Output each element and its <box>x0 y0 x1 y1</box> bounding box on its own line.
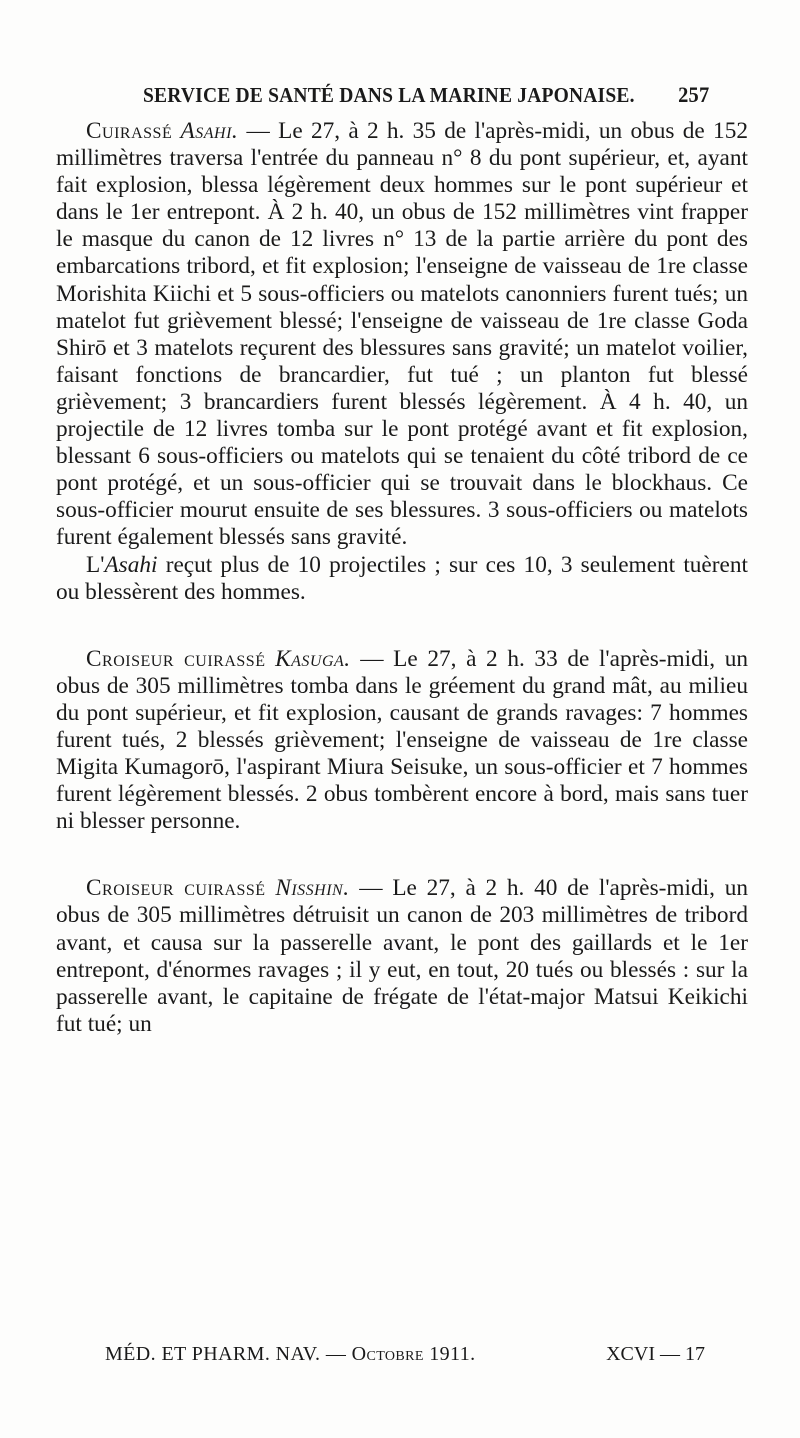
paragraph-asahi <box>56 118 748 552</box>
paragraph-kasuga <box>56 646 748 836</box>
running-head <box>143 82 709 108</box>
paragraph-text: reçut plus de 10 projectiles ; sur ces 10, 3 seulement tuèrent ou blessèrent des hommes. <box>56 551 748 605</box>
ship-name: Nisshin. <box>275 875 350 902</box>
page-footer <box>105 1343 705 1366</box>
ship-type: Cuirassé <box>86 118 173 144</box>
footer-publication: MÉD. ET PHARM. NAV. — Octobre 1911. <box>105 1343 476 1365</box>
running-title: SERVICE DE SANTÉ DANS LA MARINE JAPONAISE. <box>143 83 635 107</box>
footer-signature: XCVI — 17 <box>606 1343 705 1365</box>
paragraph-text: — Le 27, à 2 h. 40 de l'après-midi, un obus de 305 millimètres détruisit un canon de 203 millimètres de tribord avant, et causa sur la passerelle avant, le pont des gaillards et le 1er entrepont, d'énormes ravages ; il y eut, en tout, 20 tués ou blessés : sur la passerelle avant, le capitaine de frégate de l'état-major Matsui Keikichi fut tué; un <box>56 875 748 1037</box>
ship-name: Asahi <box>104 551 158 578</box>
ship-type: Croiseur cuirassé <box>86 645 266 672</box>
body-text <box>56 118 748 1038</box>
paragraph-text: — Le 27, à 2 h. 35 de l'après-midi, un obus de 152 millimètres traversa l'entrée du panneau n° 8 du pont supérieur, et, ayant fait explosion, blessa légèrement deux hommes sur le pont supérieur et dans le 1er entrepont. À 2 h. 40, un obus de 152 millimètres vint frapper le masque du canon de 12 livres n° 13 de la partie arrière du pont des embarcations tribord, et fit explosion; l'enseigne de vaisseau de 1re classe Morishita Kiichi et 5 sous-officiers ou matelots canonniers furent tués; un matelot fut grièvement blessé; l'enseigne de vaisseau de 1re classe Goda Shirō et 3 matelots reçurent des blessures sans gravité; un matelot voilier, faisant fonctions de brancardier, fut tué ; un planton fut blessé grièvement; 3 brancardiers furent blessés légèrement. À 4 h. 40, un projectile de 12 livres tomba sur le pont protégé avant et fit explosion, blessant 6 sous-officiers ou matelots qui se tenaient du côté tribord de ce pont protégé, et un sous-officier qui se trouvait dans le blockhaus. Ce sous-officier mourut ensuite de ses blessures. 3 sous-officiers ou matelots furent également blessés sans gravité. <box>56 118 748 551</box>
paragraph-nisshin <box>56 875 748 1038</box>
paragraph-text: — Le 27, à 2 h. 33 de l'après-midi, un obus de 305 millimètres tomba dans le gréement du grand mât, au milieu du pont supérieur, et fit explosion, causant de grands ravages: 7 hommes furent tués, 2 blessés grièvement; l'enseigne de vaisseau de 1re classe Migita Kumagorō, l'aspirant Miura Seisuke, un sous-officier et 7 hommes furent légèrement blessés. 2 obus tombèrent encore à bord, mais sans tuer ni blesser personne. <box>56 645 748 835</box>
ship-type: Croiseur cuirassé <box>86 875 266 902</box>
page-number: 257 <box>678 82 710 107</box>
paragraph-asahi-summary <box>56 552 748 606</box>
ship-name: Kasuga. <box>275 645 351 672</box>
ship-name: Asahi. <box>180 118 239 144</box>
ship-name-prefix: L' <box>86 551 105 578</box>
